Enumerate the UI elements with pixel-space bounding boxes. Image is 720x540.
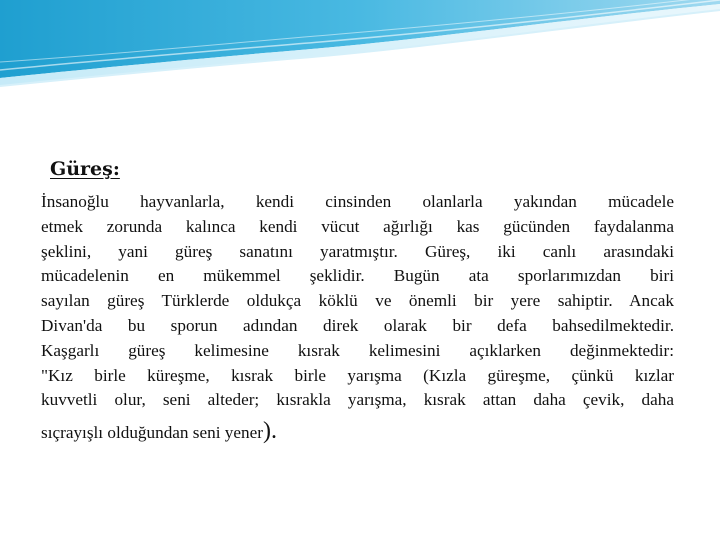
page-title: Güreş: xyxy=(50,158,120,180)
paragraph-line: İnsanoğlu hayvanlarla, kendi cinsinden olanlarla yakından mücadele xyxy=(41,192,674,211)
body-paragraph xyxy=(41,190,674,446)
paragraph-line: Divan'da bu sporun adından direk olarak bir defa bahsedilmektedir. xyxy=(41,315,674,335)
paragraph-line: kuvvetli olur, seni alteder; kısrakla yarışma, kısrak attan daha çevik, daha xyxy=(41,390,674,410)
paragraph-line: "Kız birle küreşme, kısrak birle yarışma (Kızla güreşme, çünkü kızlar xyxy=(41,365,674,385)
paragraph-closing-line xyxy=(41,419,674,446)
paragraph-line: sayılan güreş Türklerde oldukça köklü ve önemli bir yere sahiptir. Ancak xyxy=(41,291,674,311)
header-wave-decoration xyxy=(0,0,720,100)
closing-text: sıçrayışlı olduğundan seni yener xyxy=(41,423,263,443)
paragraph-line: şeklini, yani güreş sanatını yaratmıştır. Güreş, iki canlı arasındaki xyxy=(41,241,674,261)
closing-mark: ). xyxy=(262,418,277,445)
paragraph-line: Kaşgarlı güreş kelimesine kısrak kelimesini açıklarken değinmektedir: xyxy=(41,340,674,360)
paragraph-line: etmek zorunda kalınca kendi vücut ağırlığı kas gücünden faydalanma xyxy=(41,216,674,236)
paragraph-line: mücadelenin en mükemmel şeklidir. Bugün ata sporlarımızdan biri xyxy=(41,266,674,286)
